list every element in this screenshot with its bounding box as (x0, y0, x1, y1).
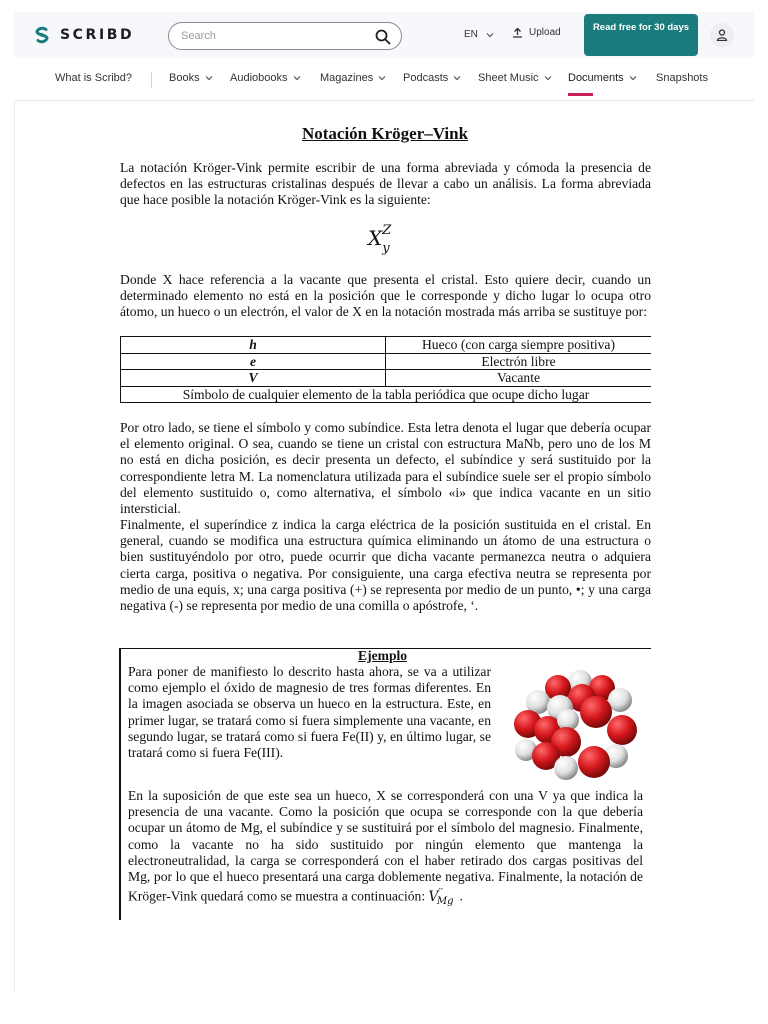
table-cell-symbol: h (121, 337, 386, 354)
nav-item-label: Audiobooks (230, 72, 288, 84)
nav-item-label: What is Scribd? (55, 72, 133, 84)
nav-item-label: Snapshots (656, 72, 708, 84)
intro-paragraph: La notación Kröger-Vink permite escribir de una forma abreviada y cómoda la presencia de defectos en las estructuras cristalinas después de llevar a cabo un análisis. La forma abreviada que hace posible la notación Kröger-Vink es la siguiente: (120, 160, 651, 208)
table-cell-meaning: Hueco (con carga siempre positiva) (386, 337, 652, 354)
nav-item-label: Books (169, 72, 200, 84)
chevron-down-icon (205, 74, 213, 82)
search-input[interactable] (181, 27, 361, 45)
nav-item-podcasts[interactable] (403, 72, 461, 84)
user-icon (716, 29, 728, 41)
table-row (121, 370, 652, 387)
table-cell-symbol: V (121, 370, 386, 387)
nav-item-magazines[interactable] (320, 72, 386, 84)
upload-icon (512, 27, 523, 38)
account-button[interactable] (710, 23, 734, 47)
nav-divider (151, 72, 152, 88)
nav-item-books[interactable] (169, 72, 213, 84)
nav-item-label: Magazines (320, 72, 374, 84)
final-notation-base: V (428, 888, 439, 905)
search-icon[interactable] (375, 29, 391, 45)
chevron-down-icon (378, 74, 386, 82)
table-footer-cell: Símbolo de cualquier elemento de la tabla periódica que ocupe dicho lugar (121, 386, 652, 403)
nav-item-snapshots[interactable] (656, 72, 708, 84)
header-row (14, 12, 754, 58)
chevron-down-icon (293, 74, 301, 82)
kroger-vink-formula (368, 223, 399, 256)
nav-item-label: Documents (568, 72, 624, 84)
formula-base: X (368, 226, 383, 250)
nav-item-documents[interactable] (568, 72, 637, 84)
scribd-logo-icon (32, 25, 52, 45)
example-paragraph-2: En la suposición de que este sea un hueco, X se corresponderá con una V ya que indica la presencia de una vacante. Como la posición que ocupa se corresponde con la que debería ocupar un átomo de Mg, el subíndice y se sustituirá por el símbolo del magnesio. Finalmente, como la vacante no ha sido sustituido por ningún elemento que mantenga la electroneutralidad, la carga se corresponderá con el haber retirado dos cargas positivas del Mg, por lo que el hueco presentará una carga doblemente negativa. Finalmente, la notación de Kröger-Vink quedará como se muestra a continuación: $V''_{Mg}$ . (128, 788, 643, 908)
nav-item-label: Podcasts (403, 72, 449, 84)
notation-table (120, 336, 651, 403)
scribd-logo[interactable] (32, 25, 134, 45)
table-row (121, 353, 652, 370)
chevron-down-icon (629, 74, 637, 82)
nav-item-audiobooks[interactable] (230, 72, 301, 84)
example-paragraph-1: Para poner de manifiesto lo descrito hasta ahora, se va a utilizar como ejemplo el óxido de magnesio de tres formas diferentes. En la imagen asociada se observa un hueco en la estructura. Este, en primer lugar, se tratará como si fuera simplemente una vacante, en segundo lugar, se tratará como si fuera Fe(II) y, en último lugar, se tratará como si fuera Fe(III). (128, 664, 491, 761)
document-title: Notación Kröger–Vink (301, 124, 469, 143)
paragraph-z-definition: Finalmente, el superíndice z indica la carga eléctrica de la posición sustituida en el cristal. En general, cuando se modifica una estructura química eliminando un átomo de una estructura o bien sustituyéndolo por otro, puede ocurrir que dicha vacante permanezca neutra o adquiera cierta carga, positiva o negativa. Por consiguiente, una carga efectiva neutra se representa por medio de una equis, x; una carga positiva (+) se representa por medio de un punto, •; y una carga negativa (-) se representa por medio de una comilla o apóstrofe, ‘. (120, 517, 651, 614)
nav-item-what-is-scribd[interactable] (55, 72, 132, 84)
final-notation-subscript: Mg (436, 896, 454, 908)
final-notation (428, 887, 460, 908)
logo-text: SCRIBD (60, 27, 135, 43)
formula-subscript: y (382, 241, 390, 256)
formula-superscript: Z (382, 223, 392, 239)
chevron-down-icon (544, 74, 552, 82)
nav-active-indicator (568, 93, 593, 96)
chevron-down-icon (453, 74, 461, 82)
table-cell-meaning: Electrón libre (386, 353, 652, 370)
read-free-button[interactable]: Read free for 30 days (584, 14, 698, 56)
table-cell-symbol: e (121, 353, 386, 370)
mgo-crystal-image (510, 668, 640, 784)
paragraph-y-definition: Por otro lado, se tiene el símbolo y como subíndice. Esta letra denota el lugar que debería ocupar el elemento original. O sea, cuando se tiene un cristal con estructura MaNb, pero uno de los M no está en dicha posición, es decir presenta un defecto, el subíndice y será sustituido por la correspondiente letra M. La nomenclatura utilizada para el subíndice suele ser el propio símbolo del elemento sustituido o, como alternativa, el símbolo «i» que indica vacante en un sitio intersticial. (120, 420, 651, 517)
chevron-down-icon (486, 31, 494, 39)
upload-label: Upload (529, 27, 561, 38)
upload-button[interactable] (512, 27, 561, 38)
table-row (121, 337, 652, 354)
table-row (121, 386, 652, 403)
site-header (0, 0, 768, 100)
nav-item-sheet-music[interactable] (478, 72, 552, 84)
example-paragraph-2-text: En la suposición de que este sea un hueco, X se corresponderá con una V ya que indica la presencia de una vacante. Como la posición que ocupa se corresponde con la que debería ocupar un átomo de Mg, el subíndice y se sustituirá por el símbolo del magnesio. Finalmente, como la vacante no ha sido sustituido por ningún elemento que mantenga la electroneutralidad, la carga se corresponderá con el haber retirado dos cargas positivas del Mg, por lo que el hueco presentará una carga doblemente negativa. Finalmente, la notación de Kröger-Vink quedará como se muestra a continuación: (128, 788, 643, 904)
table-cell-meaning: Vacante (386, 370, 652, 387)
example-title: Ejemplo (358, 648, 408, 663)
main-nav (0, 66, 768, 98)
language-selector[interactable] (464, 29, 494, 40)
paragraph-x-definition: Donde X hace referencia a la vacante que presenta el cristal. Esto quiere decir, cuando un determinado elemento no está en la posición que le corresponde y dicho lugar lo ocupa otro átomo, un hueco o un electrón, el valor de X en la notación mostrada más arriba se sustituye por: (120, 272, 651, 320)
language-label: EN (464, 29, 478, 40)
search-box (168, 22, 402, 50)
nav-item-label: Sheet Music (478, 72, 539, 84)
final-notation-superscript: ′′ (438, 887, 443, 899)
